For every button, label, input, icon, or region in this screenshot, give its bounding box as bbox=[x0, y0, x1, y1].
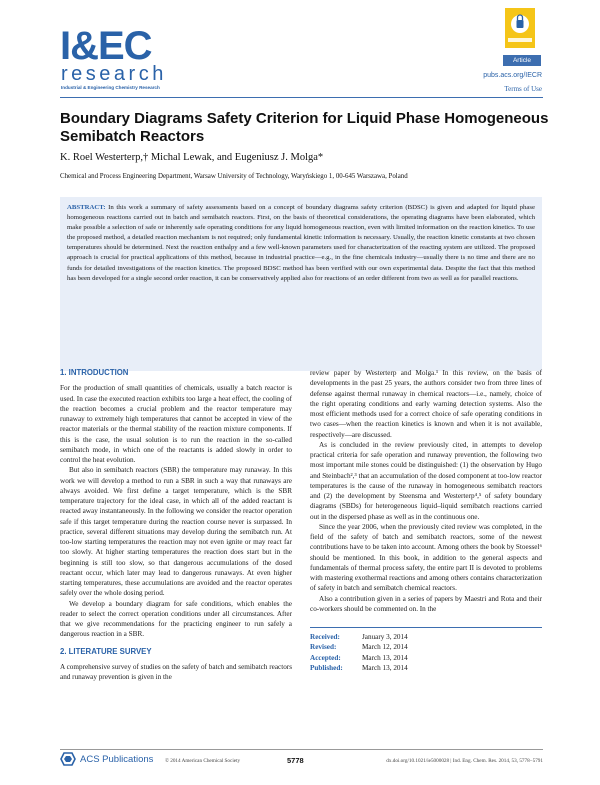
history-value: January 3, 2014 bbox=[362, 633, 408, 641]
history-row bbox=[310, 632, 542, 642]
journal-logo-sub: research bbox=[61, 63, 167, 85]
paragraph: But also in semibatch reactors (SBR) the temperature may runaway. In this work we will develop a method to run a SBR in such a way that runaways are always avoided. We first define a target temperature, which is the SBR temperature trajectory for the ideal case, in which all of the added reactant is reacted away instantaneously. In the following we consider the reactor operation safe if this target temperature during the reaction course never is surpassed. In practice, several different situations may develop during the semibatch run. At too-low starting temperatures the reaction may not even ignite or may react far too slowly. At higher starting temperatures the reaction does start but in the beginning is still too slow, so that dangerous accumulations of the dosed reactant occur, which later may lead to dangerous runaways. At even higher starting temperatures, these accumulations are avoided and the reactor operates safely over the whole dosing period. bbox=[60, 466, 292, 598]
acs-publications-logo[interactable] bbox=[60, 752, 153, 766]
history-key: Published: bbox=[310, 663, 343, 672]
copyright-notice: © 2014 American Chemical Society bbox=[165, 758, 241, 764]
paragraph: Also a contribution given in a series of papers by Maestri and Rota and their co-workers should be commented on. In the bbox=[310, 594, 542, 613]
publisher-name: ACS Publications bbox=[80, 753, 154, 765]
acs-hexagon-icon bbox=[60, 752, 76, 766]
paragraph: review paper by Westerterp and Molga.¹ In this review, on the basis of developments in the past 25 years, the authors consider two from three lines of defense against thermal runaway in chemical reactors—i.e., namely, choice of the right operating conditions and early warning detection systems. Also the most efficient methods used for a correct choice of safe operating conditions in two cases—when the reaction kinetics is known and when it is not available, respectively—are discussed. bbox=[310, 369, 542, 439]
history-row bbox=[310, 663, 542, 673]
paragraph: Since the year 2006, when the previously cited review was completed, in the field of the safety of batch and semibatch reactors, some of the newest contributions have to be taken into account. Among others the book by Stoessel⁶ should be mentioned. In this book, in addition to the general aspects and fundamentals of thermal process safety, the entire part II is devoted to problems with mastering exothermal reactions and among others contains characterization of safety in batch and semibatch chemical reactors. bbox=[310, 522, 542, 593]
author-affiliation: Chemical and Process Engineering Department, Warsaw University of Technology, Waryńskiego 1, 00-645 Warszawa, Poland bbox=[60, 173, 408, 180]
abstract-box bbox=[60, 197, 542, 371]
paragraph: As is concluded in the review previously cited, in attempts to develop practical criteria for safe operation and runaway prevention, the following two most important mile stones could be distinguished: (1) the observation by Hugo and Steinbach²,³ that an accumulation of the dosed component at too-low reactor temperatures is the cause of the runaway in homogeneous semibatch reactors and (2) the development by Steensma and Westerterp⁴,⁵ of safety boundary diagrams (SBDs) for heterogeneous liquid–liquid semibatch reactions carried out in the dispersed phase as well as in the continuous one. bbox=[310, 440, 542, 521]
paper-title: Boundary Diagrams Safety Criterion for Liquid Phase Homogeneous Semibatch Reactors bbox=[60, 110, 549, 145]
paragraph: A comprehensive survey of studies on the safety of batch and semibatch reactors and runaway prevention is given in the bbox=[60, 662, 292, 681]
doi-citation[interactable]: dx.doi.org/10.1021/ie5000028 | Ind. Eng. Chem. Res. 2014, 53, 5778−5791 bbox=[386, 758, 543, 764]
history-divider bbox=[310, 627, 542, 628]
journal-logo-main: I&EC bbox=[60, 24, 152, 68]
open-access-badge-icon bbox=[505, 8, 535, 48]
page-number: 5778 bbox=[287, 756, 304, 765]
history-key: Accepted: bbox=[310, 653, 341, 662]
paragraph: We develop a boundary diagram for safe conditions, which enables the reader to select the correct operation conditions under all circumstances. After that we give recommendations for the practicing engineer to run safely a dangerous reaction in a SBR. bbox=[60, 599, 292, 639]
history-key: Revised: bbox=[310, 643, 337, 652]
section-heading-literature-survey: 2. LITERATURE SURVEY bbox=[60, 646, 152, 656]
abstract-label: ABSTRACT: bbox=[67, 204, 106, 211]
history-row bbox=[310, 642, 542, 652]
paragraph: For the production of small quantities of chemicals, usually a batch reactor is used. In case the executed reaction exhibits too large a heat effect, the cooling of the reaction becomes a crucial problem and the reactor temperature may runaway to extremely high temperatures that cannot be accepted in view of the reactor materials or the thermal stability of the reaction mixture components. If this is the case, the usual solution is to run the reaction in the so-called semibatch mode, in which one of the reactants is added slowly in order to control the heat evolution. bbox=[60, 384, 292, 464]
journal-link[interactable]: pubs.acs.org/IECR bbox=[483, 72, 542, 79]
footer-divider bbox=[60, 749, 543, 750]
paper-authors: K. Roel Westerterp,† Michal Lewak, and Eugeniusz J. Molga* bbox=[60, 152, 324, 163]
right-column bbox=[310, 368, 542, 614]
journal-logo-tagline: Industrial & Engineering Chemistry Research bbox=[61, 85, 160, 90]
history-value: March 13, 2014 bbox=[362, 663, 408, 672]
header-divider bbox=[60, 97, 543, 98]
history-row bbox=[310, 653, 542, 663]
history-value: March 13, 2014 bbox=[362, 653, 408, 662]
history-value: March 12, 2014 bbox=[362, 643, 408, 652]
section-heading-introduction: 1. INTRODUCTION bbox=[60, 368, 129, 377]
article-type-label: Article bbox=[503, 55, 541, 66]
left-column bbox=[60, 368, 292, 682]
history-key: Received: bbox=[310, 633, 340, 641]
terms-of-use-link[interactable]: Terms of Use bbox=[504, 85, 542, 93]
publication-history bbox=[310, 627, 542, 673]
abstract-text: In this work a summary of safety assessments based on a concept of boundary diagrams safety criterion (BDSC) is given and adapted for liquid phase homogeneous reactions carried out in batch and semibatch reactors. First, on the basis of theoretical considerations, the operating diagrams have been elaborated, which make possible a selection of safe or inherently safe operating conditions for any liquid homogeneous reaction, even with limited information on the reaction kinetics. To use the proposed method, a detailed reaction mechanism is not required; only fundamental kinetic information is necessary. Usually, the reaction kinetic constants at two chosen temperatures should be determined. Next the reaction enthalpy and a few well-known parameters used for characterization of the reacting system are utilized. The proposed approach is crucial for practical applications of this method, because in industrial practice—e.g., in the fine chemicals industry—usually there is no time and there are no funds for detailed investigations of the reaction kinetics. The proposed BDSC method has been verified with our own experimental data. Despite the fact that this method has been developed for a single second order reaction, it can be conservatively applied also for reactions of an order different from two as well as for parallel reactions. bbox=[67, 204, 535, 282]
